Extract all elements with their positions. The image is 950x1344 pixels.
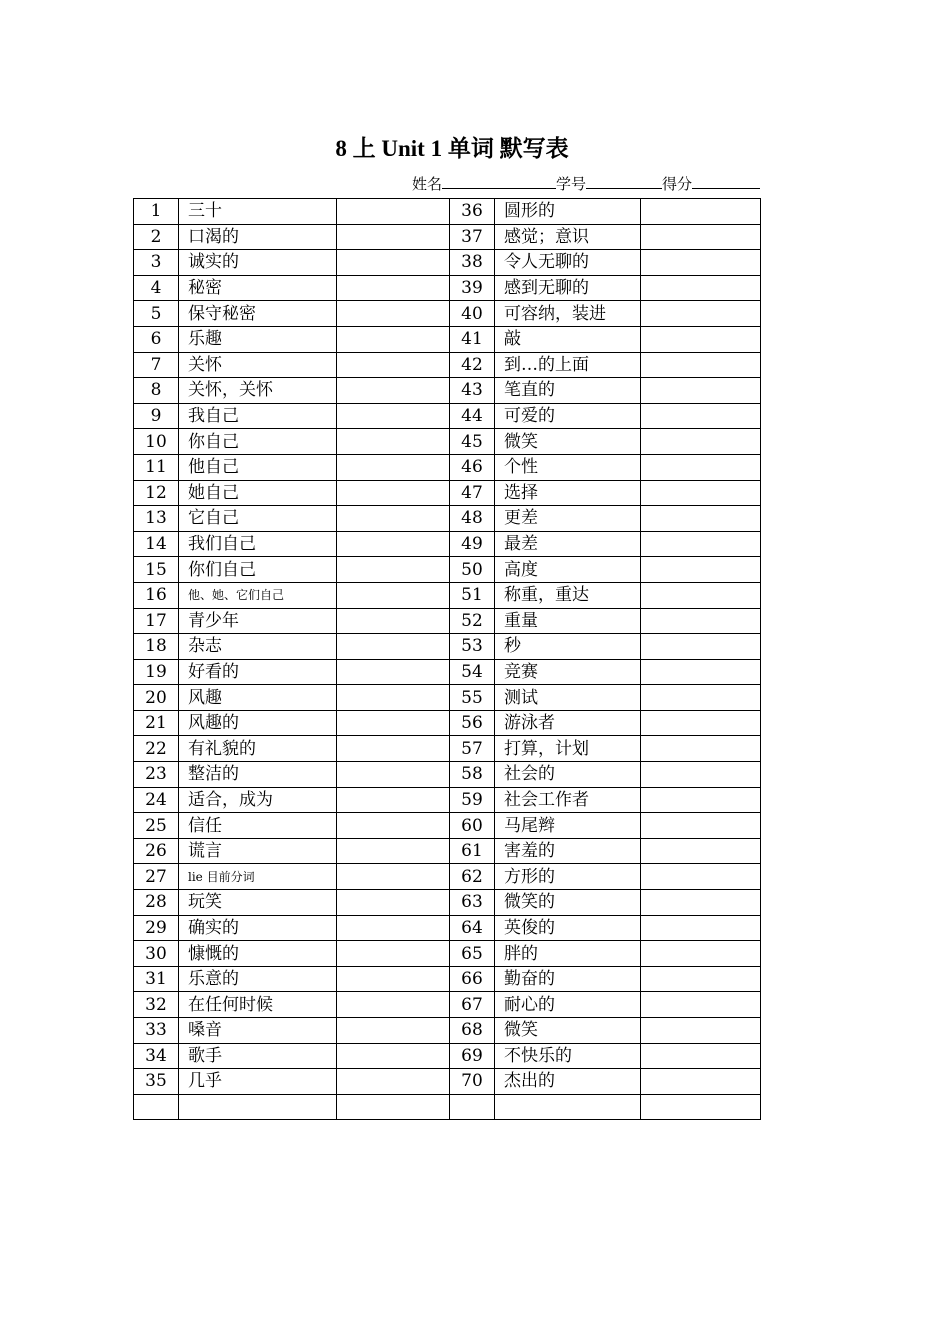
chinese-meaning: lie 目前分词 — [179, 864, 337, 890]
english-answer-cell[interactable] — [641, 787, 761, 813]
chinese-meaning: 不快乐的 — [495, 1043, 641, 1069]
chinese-meaning: 重量 — [495, 608, 641, 634]
english-answer-cell[interactable] — [337, 864, 450, 890]
table-row — [134, 710, 761, 736]
english-answer-cell[interactable] — [641, 531, 761, 557]
word-number: 13 — [134, 506, 179, 532]
word-number: 24 — [134, 787, 179, 813]
word-number: 60 — [450, 813, 495, 839]
chinese-meaning: 选择 — [495, 480, 641, 506]
english-answer-cell[interactable] — [337, 838, 450, 864]
english-answer-cell[interactable] — [337, 403, 450, 429]
word-number: 9 — [134, 403, 179, 429]
chinese-meaning: 害羞的 — [495, 838, 641, 864]
chinese-meaning: 三十 — [179, 199, 337, 225]
table-row — [134, 787, 761, 813]
table-row — [134, 762, 761, 788]
chinese-meaning: 社会的 — [495, 762, 641, 788]
english-answer-cell[interactable] — [641, 864, 761, 890]
chinese-meaning: 微笑 — [495, 429, 641, 455]
english-answer-cell[interactable] — [337, 582, 450, 608]
chinese-meaning: 耐心的 — [495, 992, 641, 1018]
chinese-meaning: 信任 — [179, 813, 337, 839]
table-row — [134, 326, 761, 352]
score-blank[interactable] — [692, 174, 760, 189]
english-answer-cell[interactable] — [641, 813, 761, 839]
chinese-meaning: 我自己 — [179, 403, 337, 429]
word-number: 22 — [134, 736, 179, 762]
table-row — [134, 685, 761, 711]
chinese-meaning: 个性 — [495, 454, 641, 480]
word-number: 67 — [450, 992, 495, 1018]
english-answer-cell[interactable] — [641, 966, 761, 992]
chinese-meaning: 嗓音 — [179, 1018, 337, 1044]
chinese-meaning: 笔直的 — [495, 378, 641, 404]
word-number — [134, 1094, 179, 1120]
table-row — [134, 915, 761, 941]
table-row — [134, 736, 761, 762]
chinese-meaning: 竞赛 — [495, 659, 641, 685]
english-answer-cell[interactable] — [337, 992, 450, 1018]
chinese-meaning: 英俊的 — [495, 915, 641, 941]
chinese-meaning — [495, 1094, 641, 1120]
chinese-meaning: 社会工作者 — [495, 787, 641, 813]
chinese-meaning: 感觉；意识 — [495, 224, 641, 250]
chinese-meaning: 可容纳，装进 — [495, 301, 641, 327]
english-answer-cell[interactable] — [337, 326, 450, 352]
word-number: 8 — [134, 378, 179, 404]
chinese-meaning: 保守秘密 — [179, 301, 337, 327]
chinese-meaning: 游泳者 — [495, 710, 641, 736]
word-number: 29 — [134, 915, 179, 941]
table-row — [134, 1094, 761, 1120]
word-number: 1 — [134, 199, 179, 225]
word-number: 63 — [450, 890, 495, 916]
chinese-meaning: 她自己 — [179, 480, 337, 506]
word-number: 51 — [450, 582, 495, 608]
word-number: 32 — [134, 992, 179, 1018]
word-number: 62 — [450, 864, 495, 890]
chinese-meaning: 在任何时候 — [179, 992, 337, 1018]
word-number: 15 — [134, 557, 179, 583]
word-number: 38 — [450, 250, 495, 276]
chinese-meaning: 青少年 — [179, 608, 337, 634]
english-answer-cell[interactable] — [641, 480, 761, 506]
chinese-meaning: 感到无聊的 — [495, 275, 641, 301]
word-number: 70 — [450, 1069, 495, 1095]
word-number: 65 — [450, 941, 495, 967]
english-answer-cell[interactable] — [641, 199, 761, 225]
english-answer-cell[interactable] — [641, 557, 761, 583]
english-answer-cell[interactable] — [337, 1043, 450, 1069]
english-answer-cell[interactable] — [337, 787, 450, 813]
word-number: 31 — [134, 966, 179, 992]
english-answer-cell[interactable] — [337, 506, 450, 532]
table-row — [134, 634, 761, 660]
english-answer-cell[interactable] — [641, 250, 761, 276]
table-row — [134, 250, 761, 276]
table-row — [134, 454, 761, 480]
table-row — [134, 403, 761, 429]
word-number: 56 — [450, 710, 495, 736]
word-number: 3 — [134, 250, 179, 276]
word-number: 53 — [450, 634, 495, 660]
word-number: 7 — [134, 352, 179, 378]
word-number: 66 — [450, 966, 495, 992]
word-number: 52 — [450, 608, 495, 634]
chinese-meaning: 适合，成为 — [179, 787, 337, 813]
chinese-meaning: 他自己 — [179, 454, 337, 480]
english-answer-cell[interactable] — [641, 506, 761, 532]
word-number: 11 — [134, 454, 179, 480]
word-number: 48 — [450, 506, 495, 532]
chinese-meaning: 微笑 — [495, 1018, 641, 1044]
word-number: 17 — [134, 608, 179, 634]
english-answer-cell[interactable] — [337, 454, 450, 480]
chinese-meaning: 高度 — [495, 557, 641, 583]
table-row — [134, 890, 761, 916]
table-row — [134, 813, 761, 839]
english-answer-cell[interactable] — [641, 429, 761, 455]
word-number: 68 — [450, 1018, 495, 1044]
chinese-meaning: 勤奋的 — [495, 966, 641, 992]
word-number: 46 — [450, 454, 495, 480]
table-row — [134, 429, 761, 455]
english-answer-cell[interactable] — [641, 1069, 761, 1095]
english-answer-cell[interactable] — [337, 762, 450, 788]
chinese-meaning: 诚实的 — [179, 250, 337, 276]
chinese-meaning: 方形的 — [495, 864, 641, 890]
chinese-meaning: 更差 — [495, 506, 641, 532]
page-title: 8 上 Unit 1 单词 默写表 — [335, 136, 569, 161]
english-answer-cell[interactable] — [337, 301, 450, 327]
chinese-meaning — [179, 1094, 337, 1120]
english-answer-cell[interactable] — [337, 378, 450, 404]
word-number: 6 — [134, 326, 179, 352]
english-answer-cell[interactable] — [641, 659, 761, 685]
word-number: 26 — [134, 838, 179, 864]
chinese-meaning: 歌手 — [179, 1043, 337, 1069]
table-row — [134, 1018, 761, 1044]
table-row — [134, 864, 761, 890]
english-answer-cell[interactable] — [337, 480, 450, 506]
chinese-meaning: 敲 — [495, 326, 641, 352]
english-answer-cell[interactable] — [641, 403, 761, 429]
english-answer-cell[interactable] — [337, 608, 450, 634]
english-answer-cell[interactable] — [641, 941, 761, 967]
english-answer-cell[interactable] — [641, 608, 761, 634]
chinese-meaning: 他、她、它们自己 — [179, 582, 337, 608]
chinese-meaning: 你自己 — [179, 429, 337, 455]
chinese-meaning: 胖的 — [495, 941, 641, 967]
table-row — [134, 992, 761, 1018]
chinese-meaning: 有礼貌的 — [179, 736, 337, 762]
english-answer-cell[interactable] — [641, 634, 761, 660]
english-answer-cell[interactable] — [337, 275, 450, 301]
english-answer-cell[interactable] — [641, 736, 761, 762]
chinese-meaning: 风趣 — [179, 685, 337, 711]
word-number: 44 — [450, 403, 495, 429]
english-answer-cell[interactable] — [337, 429, 450, 455]
chinese-meaning: 秒 — [495, 634, 641, 660]
table-row — [134, 557, 761, 583]
word-number: 49 — [450, 531, 495, 557]
chinese-meaning: 乐趣 — [179, 326, 337, 352]
english-answer-cell[interactable] — [337, 659, 450, 685]
chinese-meaning: 口渴的 — [179, 224, 337, 250]
english-answer-cell[interactable] — [337, 352, 450, 378]
word-number: 61 — [450, 838, 495, 864]
chinese-meaning: 圆形的 — [495, 199, 641, 225]
word-number: 34 — [134, 1043, 179, 1069]
chinese-meaning: 马尾辫 — [495, 813, 641, 839]
word-number: 54 — [450, 659, 495, 685]
name-label: 姓名 — [412, 175, 443, 193]
word-number: 37 — [450, 224, 495, 250]
english-answer-cell[interactable] — [641, 224, 761, 250]
english-answer-cell[interactable] — [641, 710, 761, 736]
word-number: 69 — [450, 1043, 495, 1069]
word-number: 40 — [450, 301, 495, 327]
word-number: 27 — [134, 864, 179, 890]
english-answer-cell[interactable] — [641, 301, 761, 327]
english-answer-cell[interactable] — [641, 838, 761, 864]
word-number: 5 — [134, 301, 179, 327]
word-number: 50 — [450, 557, 495, 583]
student-info-line — [412, 174, 760, 194]
chinese-meaning: 微笑的 — [495, 890, 641, 916]
word-number: 64 — [450, 915, 495, 941]
english-answer-cell[interactable] — [337, 250, 450, 276]
vocabulary-dictation-table — [133, 198, 761, 1120]
chinese-meaning: 你们自己 — [179, 557, 337, 583]
english-answer-cell[interactable] — [641, 1094, 761, 1120]
chinese-meaning: 乐意的 — [179, 966, 337, 992]
word-number: 35 — [134, 1069, 179, 1095]
table-row — [134, 275, 761, 301]
table-row — [134, 582, 761, 608]
word-number: 43 — [450, 378, 495, 404]
english-answer-cell[interactable] — [337, 890, 450, 916]
english-answer-cell[interactable] — [641, 685, 761, 711]
table-row — [134, 199, 761, 225]
table-row — [134, 480, 761, 506]
chinese-meaning: 测试 — [495, 685, 641, 711]
table-row — [134, 224, 761, 250]
name-blank[interactable] — [442, 174, 556, 189]
english-answer-cell[interactable] — [641, 1043, 761, 1069]
word-number: 20 — [134, 685, 179, 711]
chinese-meaning: 玩笑 — [179, 890, 337, 916]
word-number: 14 — [134, 531, 179, 557]
table-row — [134, 608, 761, 634]
score-label: 得分 — [662, 175, 693, 193]
english-answer-cell[interactable] — [337, 634, 450, 660]
table-row — [134, 352, 761, 378]
chinese-meaning: 风趣的 — [179, 710, 337, 736]
english-answer-cell[interactable] — [641, 378, 761, 404]
table-row — [134, 659, 761, 685]
english-answer-cell[interactable] — [641, 1018, 761, 1044]
chinese-meaning: 关怀 — [179, 352, 337, 378]
chinese-meaning: 杰出的 — [495, 1069, 641, 1095]
word-number: 25 — [134, 813, 179, 839]
english-answer-cell[interactable] — [641, 454, 761, 480]
table-row — [134, 531, 761, 557]
word-number: 39 — [450, 275, 495, 301]
english-answer-cell[interactable] — [337, 224, 450, 250]
word-number: 57 — [450, 736, 495, 762]
chinese-meaning: 可爱的 — [495, 403, 641, 429]
chinese-meaning: 打算，计划 — [495, 736, 641, 762]
english-answer-cell[interactable] — [337, 1069, 450, 1095]
english-answer-cell[interactable] — [641, 582, 761, 608]
table-row — [134, 378, 761, 404]
english-answer-cell[interactable] — [337, 557, 450, 583]
chinese-meaning: 它自己 — [179, 506, 337, 532]
word-number: 2 — [134, 224, 179, 250]
table-row — [134, 941, 761, 967]
chinese-meaning: 称重，重达 — [495, 582, 641, 608]
word-number: 36 — [450, 199, 495, 225]
chinese-meaning: 慷慨的 — [179, 941, 337, 967]
english-answer-cell[interactable] — [641, 352, 761, 378]
word-number: 42 — [450, 352, 495, 378]
table-row — [134, 1069, 761, 1095]
chinese-meaning: 整洁的 — [179, 762, 337, 788]
student-id-label: 学号 — [556, 175, 587, 193]
chinese-meaning: 我们自己 — [179, 531, 337, 557]
english-answer-cell[interactable] — [337, 1094, 450, 1120]
english-answer-cell[interactable] — [641, 915, 761, 941]
word-number: 21 — [134, 710, 179, 736]
word-number — [450, 1094, 495, 1120]
english-answer-cell[interactable] — [337, 966, 450, 992]
english-answer-cell[interactable] — [641, 275, 761, 301]
english-answer-cell[interactable] — [337, 1018, 450, 1044]
chinese-meaning: 秘密 — [179, 275, 337, 301]
table-row — [134, 838, 761, 864]
english-answer-cell[interactable] — [337, 710, 450, 736]
word-number: 19 — [134, 659, 179, 685]
english-answer-cell[interactable] — [641, 326, 761, 352]
english-answer-cell[interactable] — [337, 736, 450, 762]
chinese-meaning: 确实的 — [179, 915, 337, 941]
table-row — [134, 506, 761, 532]
word-number: 23 — [134, 762, 179, 788]
english-answer-cell[interactable] — [641, 890, 761, 916]
chinese-meaning: 好看的 — [179, 659, 337, 685]
word-number: 30 — [134, 941, 179, 967]
english-answer-cell[interactable] — [641, 992, 761, 1018]
table-row — [134, 966, 761, 992]
english-answer-cell[interactable] — [337, 199, 450, 225]
chinese-meaning: 几乎 — [179, 1069, 337, 1095]
word-number: 18 — [134, 634, 179, 660]
table-row — [134, 1043, 761, 1069]
table-body — [134, 199, 761, 1120]
word-number: 12 — [134, 480, 179, 506]
chinese-meaning: 到…的上面 — [495, 352, 641, 378]
word-number: 55 — [450, 685, 495, 711]
word-number: 45 — [450, 429, 495, 455]
chinese-meaning: 谎言 — [179, 838, 337, 864]
chinese-meaning: 关怀，关怀 — [179, 378, 337, 404]
chinese-meaning: 最差 — [495, 531, 641, 557]
word-number: 10 — [134, 429, 179, 455]
word-number: 33 — [134, 1018, 179, 1044]
word-number: 28 — [134, 890, 179, 916]
table-row — [134, 301, 761, 327]
chinese-meaning: 杂志 — [179, 634, 337, 660]
chinese-meaning: 令人无聊的 — [495, 250, 641, 276]
student-id-blank[interactable] — [586, 174, 662, 189]
english-answer-cell[interactable] — [337, 941, 450, 967]
english-answer-cell[interactable] — [337, 531, 450, 557]
word-number: 4 — [134, 275, 179, 301]
english-answer-cell[interactable] — [337, 685, 450, 711]
english-answer-cell[interactable] — [641, 762, 761, 788]
english-answer-cell[interactable] — [337, 915, 450, 941]
word-number: 47 — [450, 480, 495, 506]
word-number: 41 — [450, 326, 495, 352]
english-answer-cell[interactable] — [337, 813, 450, 839]
word-number: 16 — [134, 582, 179, 608]
word-number: 58 — [450, 762, 495, 788]
word-number: 59 — [450, 787, 495, 813]
